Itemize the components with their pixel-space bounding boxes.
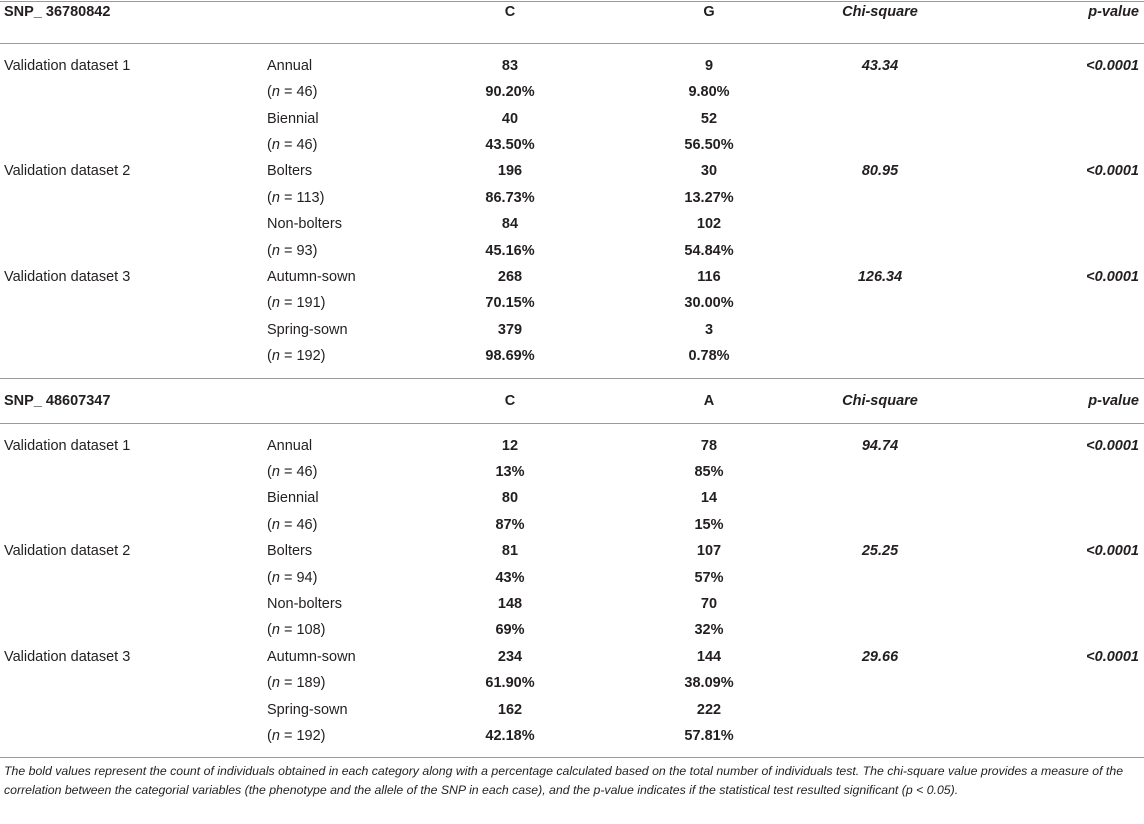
sample-size: (n = 93)	[267, 243, 318, 259]
allele-2-percent: 32%	[694, 622, 724, 638]
table-row	[0, 158, 1144, 184]
table-row	[0, 264, 1144, 290]
sample-size: (n = 191)	[267, 295, 326, 311]
p-value: <0.0001	[1086, 58, 1139, 74]
p-value-header: p-value	[1088, 393, 1139, 409]
dataset-name: Validation dataset 1	[4, 438, 131, 454]
chi-square-value: 25.25	[861, 543, 899, 559]
category: Spring-sown	[267, 702, 348, 718]
allele-1-count: 234	[497, 649, 523, 665]
chi-square-value: 29.66	[861, 649, 899, 665]
table-row	[0, 670, 1144, 696]
allele-2-percent: 85%	[694, 464, 724, 480]
sample-size: (n = 94)	[267, 570, 318, 586]
allele-1-percent: 61.90%	[485, 675, 535, 691]
table-row	[0, 485, 1144, 511]
allele-1-percent: 43%	[495, 570, 525, 586]
category: Annual	[267, 438, 313, 454]
table-row	[0, 53, 1144, 79]
snp-id: SNP_ 36780842	[4, 4, 111, 20]
category: Non-bolters	[267, 596, 342, 612]
sample-size: (n = 46)	[267, 517, 318, 533]
allele-1-percent: 42.18%	[485, 728, 535, 744]
allele-2-count: 30	[700, 163, 718, 179]
allele-2-header: G	[703, 4, 715, 20]
allele-2-count: 3	[704, 322, 714, 338]
allele-1-percent: 70.15%	[485, 295, 535, 311]
allele-2-percent: 9.80%	[688, 84, 730, 100]
allele-2-count: 52	[700, 111, 718, 127]
category: Bolters	[267, 543, 313, 559]
allele-2-header: A	[703, 393, 715, 409]
allele-2-count: 14	[700, 490, 718, 506]
allele-2-percent: 15%	[694, 517, 724, 533]
allele-1-percent: 69%	[495, 622, 525, 638]
allele-1-count: 83	[501, 58, 519, 74]
dataset-name: Validation dataset 1	[4, 58, 131, 74]
allele-1-count: 81	[501, 543, 519, 559]
allele-1-percent: 45.16%	[485, 243, 535, 259]
allele-1-header: C	[504, 4, 516, 20]
allele-2-percent: 54.84%	[684, 243, 734, 259]
category: Autumn-sown	[267, 269, 356, 285]
table-row	[0, 723, 1144, 749]
allele-2-count: 102	[696, 216, 722, 232]
allele-1-percent: 90.20%	[485, 84, 535, 100]
p-value: <0.0001	[1086, 649, 1139, 665]
snp-id: SNP_ 48607347	[4, 393, 111, 409]
chi-square-header: Chi-square	[842, 393, 918, 409]
sample-size: (n = 189)	[267, 675, 326, 691]
chi-square-value: 94.74	[861, 438, 899, 454]
category: Autumn-sown	[267, 649, 356, 665]
allele-1-percent: 98.69%	[485, 348, 535, 364]
section-2-header-rule	[0, 423, 1144, 424]
allele-2-percent: 57.81%	[684, 728, 734, 744]
p-value-header: p-value	[1088, 4, 1139, 20]
allele-1-count: 162	[497, 702, 523, 718]
p-value: <0.0001	[1086, 269, 1139, 285]
allele-1-count: 84	[501, 216, 519, 232]
dataset-name: Validation dataset 3	[4, 649, 131, 665]
table-row	[0, 211, 1144, 237]
allele-1-count: 12	[501, 438, 519, 454]
allele-2-percent: 38.09%	[684, 675, 734, 691]
table-footnote: The bold values represent the count of individuals obtained in each category along with a percentage calculated based on the total number of individuals test. The chi-square value provides a measure of the correlation between the categorial variables (the phenotype and the allele of the SNP in each case), and the p-value indicates if the statistical test resulted significant (p < 0.05).	[4, 764, 1124, 797]
sample-size: (n = 46)	[267, 464, 318, 480]
chi-square-value: 43.34	[861, 58, 899, 74]
dataset-name: Validation dataset 3	[4, 269, 131, 285]
allele-1-count: 379	[497, 322, 523, 338]
table-row	[0, 317, 1144, 343]
allele-1-count: 268	[497, 269, 523, 285]
table-row	[0, 538, 1144, 564]
allele-2-count: 144	[696, 649, 722, 665]
allele-2-count: 70	[700, 596, 718, 612]
allele-2-count: 78	[700, 438, 718, 454]
allele-2-count: 116	[697, 269, 721, 285]
category: Non-bolters	[267, 216, 342, 232]
sample-size: (n = 192)	[267, 348, 326, 364]
table-row	[0, 185, 1144, 211]
section-1-header-rule	[0, 43, 1144, 44]
allele-2-count: 9	[704, 58, 714, 74]
allele-2-percent: 57%	[694, 570, 724, 586]
allele-1-percent: 86.73%	[485, 190, 535, 206]
table-bottom-rule	[0, 757, 1144, 758]
allele-1-count: 80	[501, 490, 519, 506]
table-row	[0, 290, 1144, 316]
allele-2-percent: 56.50%	[684, 137, 734, 153]
allele-1-count: 196	[497, 163, 523, 179]
sample-size: (n = 192)	[267, 728, 326, 744]
table-row	[0, 459, 1144, 485]
category: Biennial	[267, 490, 319, 506]
table-row	[0, 433, 1144, 459]
table-row	[0, 644, 1144, 670]
allele-2-percent: 30.00%	[684, 295, 734, 311]
allele-2-count: 107	[696, 543, 722, 559]
chi-square-header: Chi-square	[842, 4, 918, 20]
section-2-header	[0, 388, 1144, 414]
allele-1-percent: 13%	[495, 464, 525, 480]
category: Annual	[267, 58, 313, 74]
table-row	[0, 617, 1144, 643]
allele-2-count: 222	[696, 702, 722, 718]
allele-2-percent: 13.27%	[684, 190, 734, 206]
allele-1-percent: 87%	[495, 517, 525, 533]
chi-square-value: 126.34	[857, 269, 903, 285]
table-row	[0, 565, 1144, 591]
sample-size: (n = 46)	[267, 137, 318, 153]
p-value: <0.0001	[1086, 543, 1139, 559]
sample-size: (n = 108)	[267, 622, 326, 638]
sample-size: (n = 113)	[267, 190, 325, 206]
table-row	[0, 343, 1144, 369]
table-row	[0, 697, 1144, 723]
dataset-name: Validation dataset 2	[4, 543, 131, 559]
category: Biennial	[267, 111, 319, 127]
category: Bolters	[267, 163, 313, 179]
allele-2-percent: 0.78%	[688, 348, 730, 364]
table-row	[0, 591, 1144, 617]
allele-1-header: C	[504, 393, 516, 409]
table-row	[0, 106, 1144, 132]
table-row	[0, 79, 1144, 105]
category: Spring-sown	[267, 322, 348, 338]
table-row	[0, 132, 1144, 158]
chi-square-value: 80.95	[861, 163, 899, 179]
table-row	[0, 238, 1144, 264]
table-row	[0, 512, 1144, 538]
section-divider-rule	[0, 378, 1144, 379]
allele-1-percent: 43.50%	[485, 137, 535, 153]
section-1-header	[0, 0, 1144, 25]
allele-1-count: 148	[497, 596, 523, 612]
p-value: <0.0001	[1086, 163, 1139, 179]
sample-size: (n = 46)	[267, 84, 318, 100]
p-value: <0.0001	[1086, 438, 1139, 454]
allele-1-count: 40	[501, 111, 519, 127]
dataset-name: Validation dataset 2	[4, 163, 131, 179]
